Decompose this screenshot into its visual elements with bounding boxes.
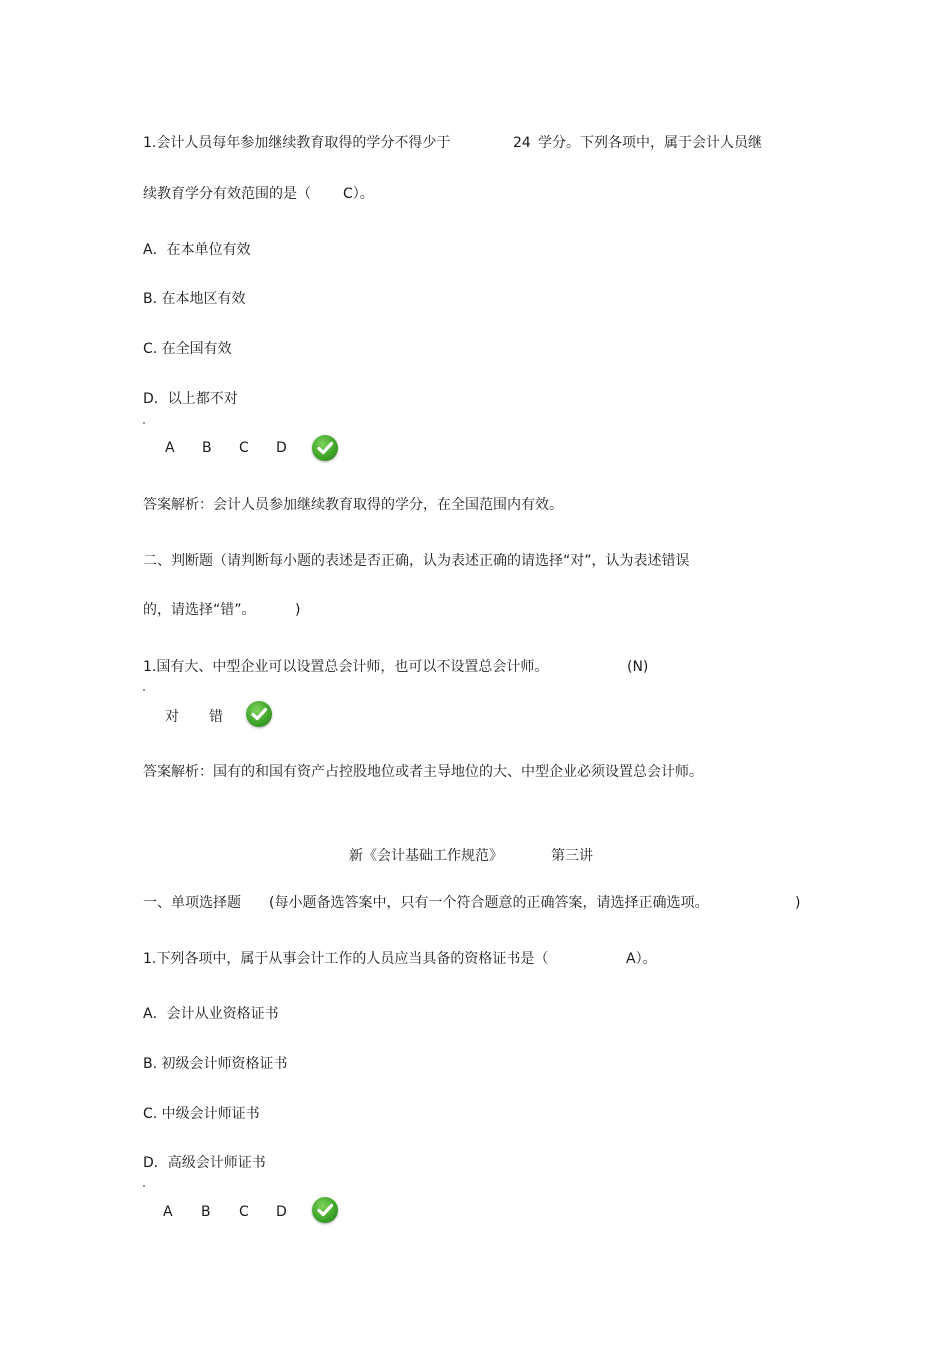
- q3-text: 1.下列各项中，属于从事会计工作的人员应当具备的资格证书是（: [143, 951, 549, 967]
- q1-text-line1b: 学分。下列各项中，属于会计人员继: [538, 135, 762, 151]
- q1-min-credits: 24: [513, 135, 531, 151]
- q3-option-c: C. 中级会计师证书: [143, 1106, 260, 1122]
- q2-choice-true[interactable]: 对: [165, 709, 179, 725]
- lecture-title: 新《会计基础工作规范》: [349, 848, 503, 864]
- separator-dot: [143, 422, 145, 424]
- q1-option-d: D．以上都不对: [143, 391, 238, 407]
- section1-title: 一、单项选择题: [143, 895, 241, 911]
- correct-check-icon: [246, 701, 272, 727]
- q1-option-a: A．在本单位有效: [143, 242, 251, 258]
- q3-choice-b[interactable]: B: [201, 1204, 211, 1220]
- correct-check-icon: [312, 1197, 338, 1223]
- q1-option-b: B. 在本地区有效: [143, 291, 246, 307]
- q3-answer: A）。: [626, 951, 657, 967]
- q2-analysis: 答案解析：国有的和国有资产占控股地位或者主导地位的大、中型企业必须设置总会计师。: [143, 764, 703, 780]
- q1-choice-b[interactable]: B: [202, 440, 212, 456]
- correct-check-icon: [312, 435, 338, 461]
- q3-option-a: A．会计从业资格证书: [143, 1006, 279, 1022]
- q1-text-line1: 1.会计人员每年参加继续教育取得的学分不得少于: [143, 135, 451, 151]
- q3-choice-c[interactable]: C: [239, 1204, 249, 1220]
- q1-option-c: C. 在全国有效: [143, 341, 232, 357]
- q2-answer: (N): [627, 659, 649, 675]
- q1-answer: C）。: [343, 186, 374, 202]
- q1-choice-a[interactable]: A: [165, 440, 175, 456]
- section2-close-paren: ): [295, 602, 301, 618]
- q1-text-line2: 续教育学分有效范围的是（: [143, 186, 311, 202]
- q1-analysis: 答案解析：会计人员参加继续教育取得的学分，在全国范围内有效。: [143, 497, 563, 513]
- section1-instructions: (每小题备选答案中，只有一个符合题意的正确答案，请选择正确选项。: [269, 895, 709, 911]
- separator-dot: [143, 1185, 145, 1187]
- q2-text: 1.国有大、中型企业可以设置总会计师，也可以不设置总会计师。: [143, 659, 549, 675]
- section1-close-paren: ): [795, 895, 801, 911]
- separator-dot: [143, 689, 145, 691]
- q3-choice-a[interactable]: A: [163, 1204, 173, 1220]
- section2-instructions-line2: 的，请选择“错”。: [143, 602, 256, 618]
- q3-option-b: B. 初级会计师资格证书: [143, 1056, 288, 1072]
- lecture-number: 第三讲: [551, 848, 593, 864]
- q1-choice-c[interactable]: C: [239, 440, 249, 456]
- section2-instructions-line1: 二、判断题（请判断每小题的表述是否正确，认为表述正确的请选择“对”，认为表述错误: [143, 553, 690, 569]
- q2-choice-false[interactable]: 错: [209, 709, 223, 725]
- q3-option-d: D．高级会计师证书: [143, 1155, 266, 1171]
- q3-choice-d[interactable]: D: [276, 1204, 287, 1220]
- q1-choice-d[interactable]: D: [276, 440, 287, 456]
